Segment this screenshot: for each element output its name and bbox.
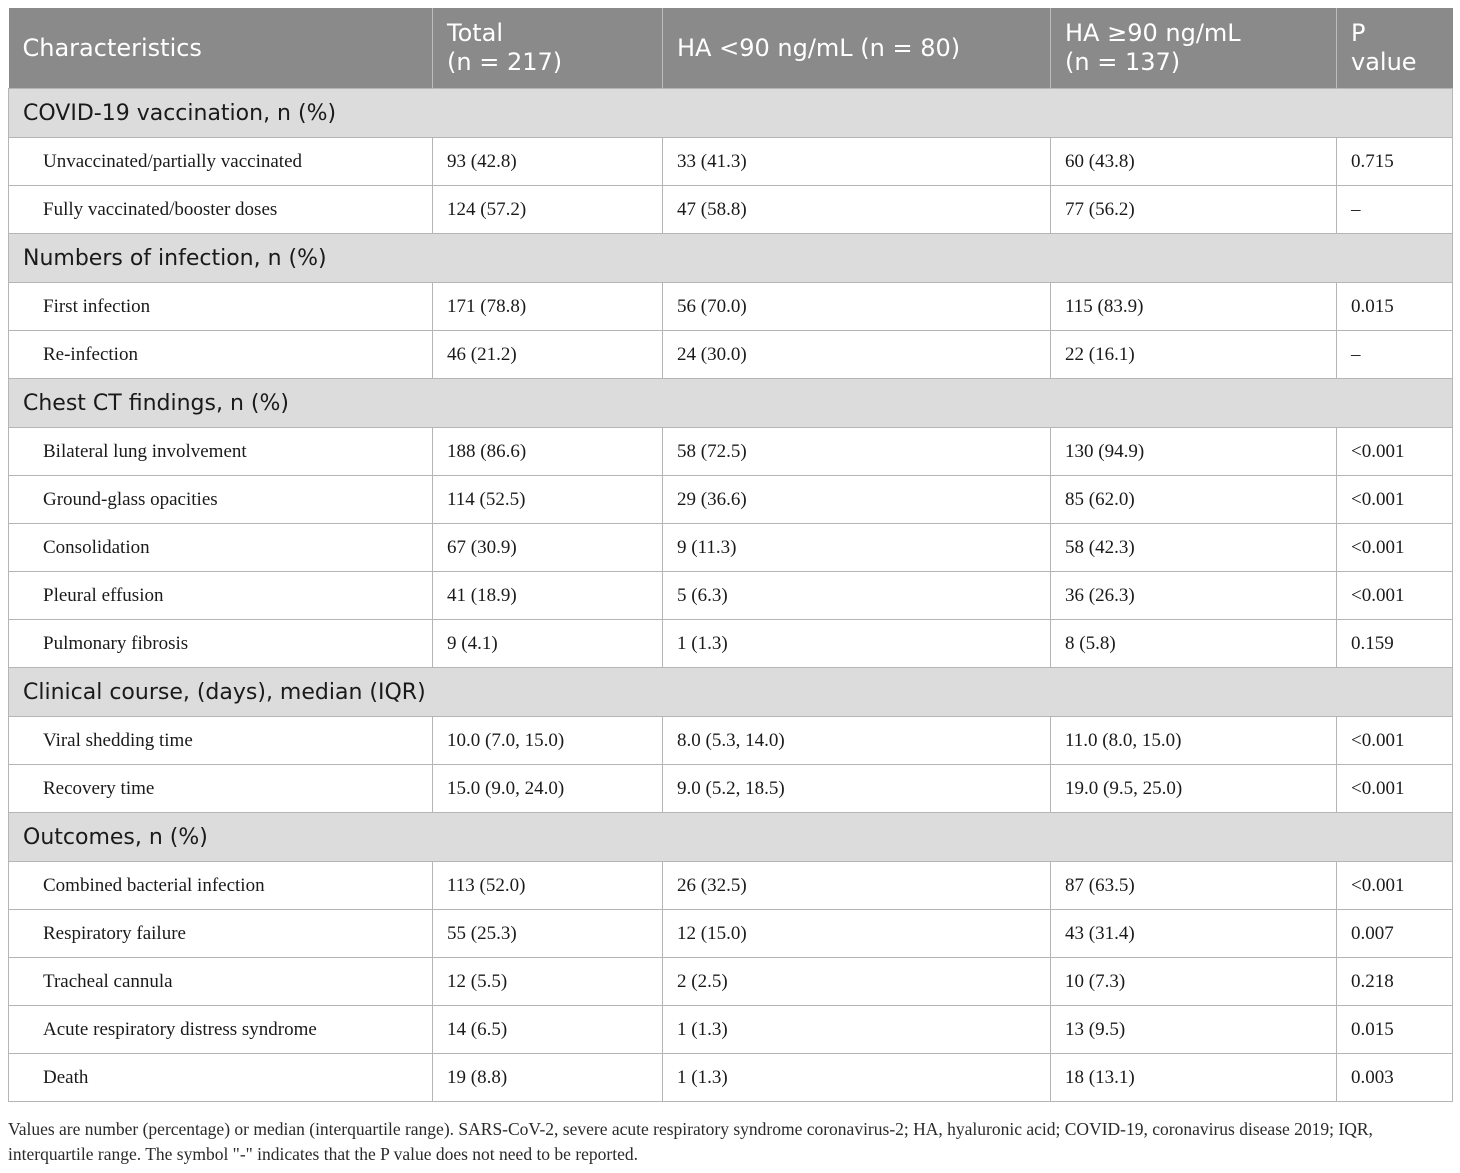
- cell-total: 55 (25.3): [433, 910, 663, 958]
- section-title: Numbers of infection, n (%): [9, 234, 1453, 283]
- cell-ha-high: 22 (16.1): [1051, 331, 1337, 379]
- table-row: [9, 331, 1453, 379]
- cell-p-value: –: [1337, 331, 1453, 379]
- cell-p-value: 0.218: [1337, 958, 1453, 1006]
- section-title: Clinical course, (days), median (IQR): [9, 668, 1453, 717]
- cell-characteristic: Unvaccinated/partially vaccinated: [9, 138, 433, 186]
- cell-characteristic: Acute respiratory distress syndrome: [9, 1006, 433, 1054]
- cell-ha-high: 10 (7.3): [1051, 958, 1337, 1006]
- cell-p-value: <0.001: [1337, 572, 1453, 620]
- cell-p-value: 0.015: [1337, 1006, 1453, 1054]
- cell-p-value: <0.001: [1337, 717, 1453, 765]
- col-header-ha-low: HA <90 ng/mL (n = 80): [663, 8, 1051, 89]
- cell-characteristic: Re-infection: [9, 331, 433, 379]
- cell-p-value: <0.001: [1337, 428, 1453, 476]
- cell-characteristic: First infection: [9, 283, 433, 331]
- cell-p-value: <0.001: [1337, 765, 1453, 813]
- cell-ha-high: 77 (56.2): [1051, 186, 1337, 234]
- cell-ha-low: 58 (72.5): [663, 428, 1051, 476]
- cell-characteristic: Death: [9, 1054, 433, 1102]
- section-title: Chest CT findings, n (%): [9, 379, 1453, 428]
- cell-ha-low: 56 (70.0): [663, 283, 1051, 331]
- cell-characteristic: Consolidation: [9, 524, 433, 572]
- cell-characteristic: Viral shedding time: [9, 717, 433, 765]
- cell-characteristic: Bilateral lung involvement: [9, 428, 433, 476]
- header-row: [9, 8, 1453, 89]
- cell-p-value: <0.001: [1337, 862, 1453, 910]
- cell-p-value: 0.007: [1337, 910, 1453, 958]
- cell-p-value: <0.001: [1337, 524, 1453, 572]
- col-header-ha-high-text: HA ≥90 ng/mL (n = 137): [1065, 19, 1241, 76]
- table-row: [9, 524, 1453, 572]
- table-row: [9, 476, 1453, 524]
- cell-total: 15.0 (9.0, 24.0): [433, 765, 663, 813]
- cell-p-value: <0.001: [1337, 476, 1453, 524]
- cell-ha-high: 43 (31.4): [1051, 910, 1337, 958]
- col-header-total: [433, 8, 663, 89]
- cell-characteristic: Tracheal cannula: [9, 958, 433, 1006]
- cell-ha-high: 8 (5.8): [1051, 620, 1337, 668]
- cell-total: 46 (21.2): [433, 331, 663, 379]
- cell-ha-high: 115 (83.9): [1051, 283, 1337, 331]
- cell-characteristic: Ground-glass opacities: [9, 476, 433, 524]
- table-row: [9, 283, 1453, 331]
- cell-total: 171 (78.8): [433, 283, 663, 331]
- section-row: [9, 89, 1453, 138]
- cell-ha-low: 29 (36.6): [663, 476, 1051, 524]
- cell-ha-high: 11.0 (8.0, 15.0): [1051, 717, 1337, 765]
- col-header-ha-high: [1051, 8, 1337, 89]
- cell-total: 9 (4.1): [433, 620, 663, 668]
- cell-total: 124 (57.2): [433, 186, 663, 234]
- cell-ha-low: 12 (15.0): [663, 910, 1051, 958]
- cell-ha-high: 60 (43.8): [1051, 138, 1337, 186]
- section-row: [9, 234, 1453, 283]
- cell-ha-high: 19.0 (9.5, 25.0): [1051, 765, 1337, 813]
- cell-ha-low: 9 (11.3): [663, 524, 1051, 572]
- cell-ha-low: 1 (1.3): [663, 1006, 1051, 1054]
- cell-ha-low: 8.0 (5.3, 14.0): [663, 717, 1051, 765]
- table-row: [9, 862, 1453, 910]
- cell-ha-low: 5 (6.3): [663, 572, 1051, 620]
- cell-ha-low: 2 (2.5): [663, 958, 1051, 1006]
- table-row: [9, 1054, 1453, 1102]
- cell-characteristic: Recovery time: [9, 765, 433, 813]
- cell-total: 93 (42.8): [433, 138, 663, 186]
- cell-total: 114 (52.5): [433, 476, 663, 524]
- table-row: [9, 138, 1453, 186]
- cell-characteristic: Pulmonary fibrosis: [9, 620, 433, 668]
- cell-ha-high: 18 (13.1): [1051, 1054, 1337, 1102]
- cell-ha-high: 58 (42.3): [1051, 524, 1337, 572]
- col-header-p-value: P value: [1337, 8, 1453, 89]
- table-row: [9, 620, 1453, 668]
- cell-ha-high: 87 (63.5): [1051, 862, 1337, 910]
- table-row: [9, 428, 1453, 476]
- cell-ha-high: 36 (26.3): [1051, 572, 1337, 620]
- section-row: [9, 668, 1453, 717]
- cell-ha-low: 26 (32.5): [663, 862, 1051, 910]
- table-row: [9, 765, 1453, 813]
- table-container: [8, 8, 1452, 1102]
- cell-characteristic: Combined bacterial infection: [9, 862, 433, 910]
- cell-total: 14 (6.5): [433, 1006, 663, 1054]
- cell-ha-high: 85 (62.0): [1051, 476, 1337, 524]
- cell-characteristic: Pleural effusion: [9, 572, 433, 620]
- table-row: [9, 572, 1453, 620]
- section-title: COVID-19 vaccination, n (%): [9, 89, 1453, 138]
- cell-p-value: 0.715: [1337, 138, 1453, 186]
- cell-p-value: 0.015: [1337, 283, 1453, 331]
- characteristics-table: [8, 8, 1453, 1102]
- section-title: Outcomes, n (%): [9, 813, 1453, 862]
- cell-total: 12 (5.5): [433, 958, 663, 1006]
- table-row: [9, 186, 1453, 234]
- table-row: [9, 910, 1453, 958]
- cell-characteristic: Fully vaccinated/booster doses: [9, 186, 433, 234]
- section-row: [9, 379, 1453, 428]
- cell-ha-high: 13 (9.5): [1051, 1006, 1337, 1054]
- table-row: [9, 717, 1453, 765]
- cell-p-value: 0.159: [1337, 620, 1453, 668]
- cell-total: 67 (30.9): [433, 524, 663, 572]
- section-row: [9, 813, 1453, 862]
- cell-ha-low: 33 (41.3): [663, 138, 1051, 186]
- cell-ha-low: 24 (30.0): [663, 331, 1051, 379]
- cell-ha-low: 47 (58.8): [663, 186, 1051, 234]
- cell-total: 41 (18.9): [433, 572, 663, 620]
- cell-ha-low: 1 (1.3): [663, 1054, 1051, 1102]
- cell-ha-high: 130 (94.9): [1051, 428, 1337, 476]
- cell-ha-low: 9.0 (5.2, 18.5): [663, 765, 1051, 813]
- cell-p-value: –: [1337, 186, 1453, 234]
- cell-p-value: 0.003: [1337, 1054, 1453, 1102]
- cell-ha-low: 1 (1.3): [663, 620, 1051, 668]
- table-footnote: Values are number (percentage) or median (interquartile range). SARS-CoV-2, severe acute respiratory syndrome coronavirus-2; HA, hyaluronic acid; COVID-19, coronavirus disease 2019; IQR, interquartile range. The symbol "-" indicates that the P value does not need to be reported.: [8, 1119, 1373, 1164]
- cell-total: 113 (52.0): [433, 862, 663, 910]
- cell-total: 19 (8.8): [433, 1054, 663, 1102]
- col-header-total-text: Total (n = 217): [447, 19, 563, 76]
- col-header-characteristics: Characteristics: [9, 8, 433, 89]
- table-row: [9, 958, 1453, 1006]
- table-row: [9, 1006, 1453, 1054]
- cell-total: 10.0 (7.0, 15.0): [433, 717, 663, 765]
- cell-characteristic: Respiratory failure: [9, 910, 433, 958]
- table-body: [9, 89, 1453, 1102]
- cell-total: 188 (86.6): [433, 428, 663, 476]
